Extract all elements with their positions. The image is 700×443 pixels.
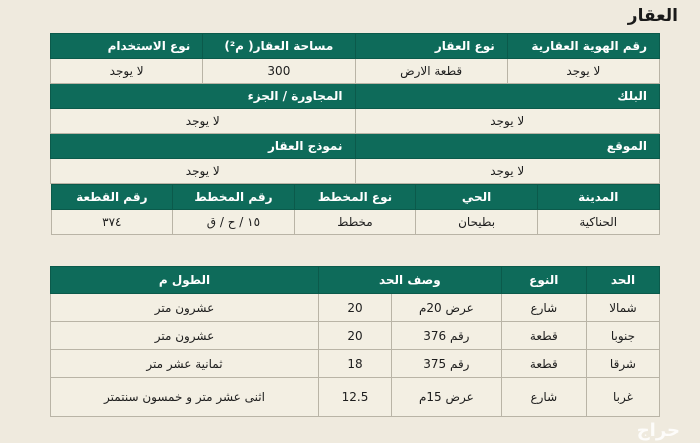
border-length-text: عشرون متر	[51, 322, 319, 350]
page-title: العقار	[627, 6, 678, 26]
header-property-id: رقم الهوية العقارية	[507, 34, 659, 59]
borders-table	[50, 266, 660, 417]
header-border-type: النوع	[501, 267, 586, 294]
header-plan-number: رقم المخطط	[173, 185, 295, 210]
header-city: المدينة	[537, 185, 659, 210]
value-block: لا يوجد	[355, 109, 660, 134]
border-length: 12.5	[318, 378, 391, 417]
header-row	[51, 84, 660, 109]
header-length: الطول م	[51, 267, 319, 294]
value-neighborhood: لا يوجد	[51, 109, 356, 134]
border-length-text: اثنى عشر متر و خمسون سنتمتر	[51, 378, 319, 417]
value-property-type: قطعة الارض	[355, 59, 507, 84]
border-side: شرقا	[586, 350, 659, 378]
value-plot-number: ٣٧٤	[51, 210, 173, 235]
header-row	[51, 34, 660, 59]
border-type: شارع	[501, 378, 586, 417]
value-city: الحناكية	[537, 210, 659, 235]
header-property-type: نوع العقار	[355, 34, 507, 59]
header-neighborhood: المجاورة / الجزء	[51, 84, 356, 109]
border-description: عرض 15م	[392, 378, 502, 417]
value-district: بطيحان	[416, 210, 538, 235]
header-border-description: وصف الحد	[318, 267, 501, 294]
border-length-text: ثمانية عشر متر	[51, 350, 319, 378]
value-property-area: 300	[203, 59, 355, 84]
table-row	[51, 378, 660, 417]
value-usage-type: لا يوجد	[51, 59, 203, 84]
value-plan-type: مخطط	[294, 210, 416, 235]
border-type: قطعة	[501, 322, 586, 350]
value-row	[51, 159, 660, 184]
value-property-id: لا يوجد	[507, 59, 659, 84]
value-property-model: لا يوجد	[51, 159, 356, 184]
watermark-logo: حراج	[636, 420, 680, 441]
value-plan-number: ١٥ / ح / ق	[173, 210, 295, 235]
header-row	[51, 184, 660, 236]
border-description: رقم 376	[392, 322, 502, 350]
value-row	[51, 109, 660, 134]
header-border: الحد	[586, 267, 659, 294]
table-row	[51, 294, 660, 322]
border-type: شارع	[501, 294, 586, 322]
header-usage-type: نوع الاستخدام	[51, 34, 203, 59]
header-row	[51, 134, 660, 159]
header-location: الموقع	[355, 134, 660, 159]
border-length: 20	[318, 322, 391, 350]
border-type: قطعة	[501, 350, 586, 378]
property-info-table	[50, 33, 660, 235]
border-description: عرض 20م	[392, 294, 502, 322]
border-side: جنوبا	[586, 322, 659, 350]
border-length: 18	[318, 350, 391, 378]
value-location: لا يوجد	[355, 159, 660, 184]
value-row	[51, 59, 660, 84]
header-plan-type: نوع المخطط	[294, 185, 416, 210]
border-length: 20	[318, 294, 391, 322]
header-property-model: نموذج العقار	[51, 134, 356, 159]
border-description: رقم 375	[392, 350, 502, 378]
header-property-area: مساحة العقار( م²)	[203, 34, 355, 59]
header-block: البلك	[355, 84, 660, 109]
border-side: شمالا	[586, 294, 659, 322]
header-plot-number: رقم القطعة	[51, 185, 173, 210]
border-side: غربا	[586, 378, 659, 417]
table-row	[51, 322, 660, 350]
table-row	[51, 350, 660, 378]
header-district: الحي	[416, 185, 538, 210]
header-row	[51, 267, 660, 294]
border-length-text: عشرون متر	[51, 294, 319, 322]
